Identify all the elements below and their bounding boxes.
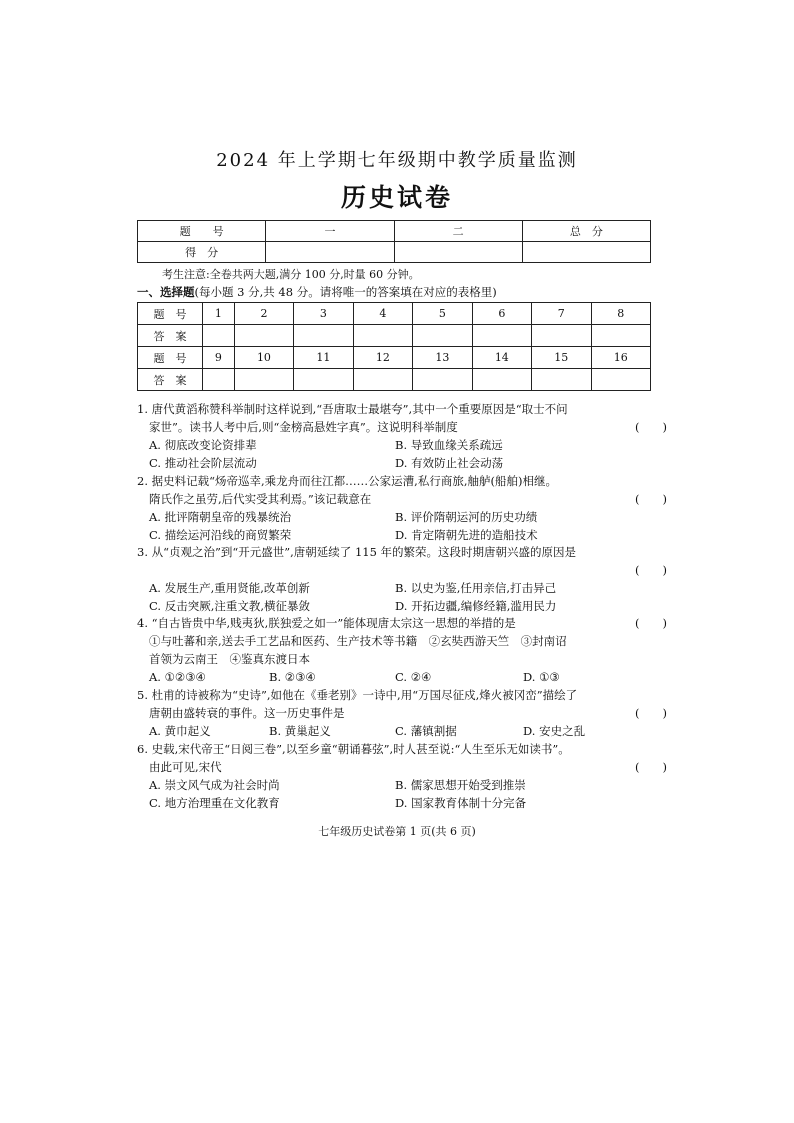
answer-number: 5 xyxy=(413,303,472,325)
answer-paren[interactable]: ( ) xyxy=(635,492,667,506)
question-2 xyxy=(137,472,667,544)
question-line: 由此可见,宋代 xyxy=(149,760,222,774)
answer-fill-row xyxy=(138,325,651,347)
answer-row-label: 题 号 xyxy=(138,347,203,369)
section-label: 一、选择题 xyxy=(137,285,195,299)
answer-cell[interactable] xyxy=(294,369,353,391)
exam-note: 考生注意:全卷共两大题,满分 100 分,时量 60 分钟。 xyxy=(162,268,420,281)
score-input-cell[interactable] xyxy=(522,242,650,263)
score-header-cell: 题 号 xyxy=(138,221,266,242)
option-d: D. 有效防止社会动荡 xyxy=(395,456,504,470)
answer-cell[interactable] xyxy=(472,369,531,391)
question-line: 2. 据史料记载“炀帝巡幸,乘龙舟而往江都……公家运漕,私行商旅,舳舻(船舶)相继。 xyxy=(137,474,557,488)
question-line-wrap xyxy=(137,490,667,508)
option-b: B. ②③④ xyxy=(269,670,316,684)
question-line: 家世”。读书人考中后,则“金榜高悬姓字真”。这说明科举制度 xyxy=(149,420,458,434)
option-d: D. 肯定隋朝先进的造船技术 xyxy=(395,528,538,542)
score-table xyxy=(137,220,651,263)
answer-number: 14 xyxy=(472,347,531,369)
answer-paren[interactable]: ( ) xyxy=(635,420,667,434)
answer-cell[interactable] xyxy=(203,325,235,347)
answer-cell[interactable] xyxy=(203,369,235,391)
answer-cell[interactable] xyxy=(294,325,353,347)
score-input-cell[interactable] xyxy=(394,242,522,263)
question-1 xyxy=(137,400,667,472)
question-line-wrap xyxy=(137,418,667,436)
options-row xyxy=(137,579,657,597)
answer-number: 6 xyxy=(472,303,531,325)
option-c: C. ②④ xyxy=(395,670,432,684)
section-heading xyxy=(137,284,497,300)
score-header-cell: 总 分 xyxy=(522,221,650,242)
answer-cell[interactable] xyxy=(413,325,472,347)
option-c: C. 地方治理重在文化教育 xyxy=(149,796,280,810)
question-line: ①与吐蕃和亲,送去手工艺品和医药、生产技术等书籍 ②玄奘西游天竺 ③封南诏 xyxy=(149,634,567,648)
answer-number: 16 xyxy=(591,347,650,369)
option-b: B. 黄巢起义 xyxy=(269,724,331,738)
answer-fill-row xyxy=(138,369,651,391)
option-c: C. 描绘运河沿线的商贸繁荣 xyxy=(149,528,292,542)
option-a: A. 批评隋朝皇帝的残暴统治 xyxy=(149,510,292,524)
option-d: D. 开拓边疆,编修经籍,滥用民力 xyxy=(395,599,557,613)
score-header-cell: 一 xyxy=(266,221,394,242)
answer-paren[interactable]: ( ) xyxy=(635,563,667,577)
question-line: 3. 从“贞观之治”到“开元盛世”,唐朝延续了 115 年的繁荣。这段时期唐朝兴盛的原因是 xyxy=(137,545,577,559)
answer-number: 7 xyxy=(532,303,591,325)
answer-paren[interactable]: ( ) xyxy=(635,760,667,774)
question-line: 5. 杜甫的诗被称为“史诗”,如他在《垂老别》一诗中,用“万国尽征戍,烽火被冈峦”描绘了 xyxy=(137,688,578,702)
question-line-wrap xyxy=(137,704,667,722)
option-d: D. 国家教育体制十分完备 xyxy=(395,796,527,810)
answer-number: 9 xyxy=(203,347,235,369)
answer-cell[interactable] xyxy=(591,369,650,391)
answer-paren[interactable]: ( ) xyxy=(635,706,667,720)
option-b: B. 以史为鉴,任用亲信,打击异己 xyxy=(395,581,557,595)
option-a: A. ①②③④ xyxy=(149,670,206,684)
option-b: B. 评价隋朝运河的历史功绩 xyxy=(395,510,538,524)
question-line: 唐朝由盛转衰的事件。这一历史事件是 xyxy=(149,706,345,720)
question-line: 6. 史载,宋代帝王“日阅三卷”,以至乡童“朝诵暮弦”,时人甚至说:“人生至乐无如读书”。 xyxy=(137,742,570,756)
answer-number-row xyxy=(138,347,651,369)
answer-paren[interactable]: ( ) xyxy=(635,616,667,630)
exam-subject: 历史试卷 xyxy=(340,183,453,212)
question-line-wrap xyxy=(137,561,667,579)
option-c: C. 藩镇割据 xyxy=(395,724,457,738)
score-header-cell: 二 xyxy=(394,221,522,242)
answer-number: 1 xyxy=(203,303,235,325)
question-line: 4. “自古皆贵中华,贱夷狄,朕独爱之如一”能体现唐太宗这一思想的举措的是 xyxy=(137,616,516,630)
answer-cell[interactable] xyxy=(234,325,293,347)
answer-number: 13 xyxy=(413,347,472,369)
question-line: 隋氏作之虽劳,后代实受其利焉。”该记载意在 xyxy=(149,492,372,506)
answer-number: 3 xyxy=(294,303,353,325)
answer-number: 15 xyxy=(532,347,591,369)
answer-cell[interactable] xyxy=(234,369,293,391)
answer-table xyxy=(137,302,651,391)
option-d: D. 安史之乱 xyxy=(523,724,586,738)
answer-number: 8 xyxy=(591,303,650,325)
option-a: A. 发展生产,重用贤能,改革创新 xyxy=(149,581,310,595)
section-desc: (每小题 3 分,共 48 分。请将唯一的答案填在对应的表格里) xyxy=(194,285,497,299)
options-row xyxy=(137,776,657,794)
question-line: 1. 唐代黄滔称赞科举制时这样说到,“吾唐取士最堪夸”,其中一个重要原因是“取士不问 xyxy=(137,402,568,416)
option-d: D. ①③ xyxy=(523,670,560,684)
page-footer: 七年级历史试卷第 1 页(共 6 页) xyxy=(318,825,476,838)
question-line-wrap xyxy=(137,758,667,776)
answer-cell[interactable] xyxy=(353,325,412,347)
answer-row-label: 答 案 xyxy=(138,325,203,347)
options-row xyxy=(137,508,657,526)
option-a: A. 彻底改变论资排辈 xyxy=(149,438,257,452)
options-row xyxy=(137,668,657,686)
question-line: 首领为云南王 ④鉴真东渡日本 xyxy=(149,652,310,666)
answer-row-label: 题 号 xyxy=(138,303,203,325)
question-5 xyxy=(137,686,667,740)
option-b: B. 儒家思想开始受到推崇 xyxy=(395,778,526,792)
answer-number: 4 xyxy=(353,303,412,325)
option-a: A. 崇文风气成为社会时尚 xyxy=(149,778,280,792)
score-input-cell[interactable] xyxy=(266,242,394,263)
option-c: C. 反击突厥,注重文教,横征暴敛 xyxy=(149,599,311,613)
answer-number-row xyxy=(138,303,651,325)
answer-cell[interactable] xyxy=(532,369,591,391)
question-3 xyxy=(137,543,667,615)
answer-row-label: 答 案 xyxy=(138,369,203,391)
options-row xyxy=(137,436,657,454)
answer-cell[interactable] xyxy=(413,369,472,391)
question-line-wrap xyxy=(137,614,667,632)
option-b: B. 导致血缘关系疏远 xyxy=(395,438,503,452)
answer-cell[interactable] xyxy=(353,369,412,391)
question-4 xyxy=(137,614,667,686)
exam-title: 2024 年上学期七年级期中教学质量监测 xyxy=(216,150,578,171)
options-row xyxy=(137,597,657,615)
answer-number: 11 xyxy=(294,347,353,369)
answer-cell[interactable] xyxy=(591,325,650,347)
options-row xyxy=(137,722,657,740)
answer-cell[interactable] xyxy=(532,325,591,347)
options-row xyxy=(137,794,657,812)
score-label-cell: 得 分 xyxy=(138,242,266,263)
answer-number: 12 xyxy=(353,347,412,369)
option-a: A. 黄巾起义 xyxy=(149,724,211,738)
options-row xyxy=(137,454,657,472)
options-row xyxy=(137,526,657,544)
answer-number: 10 xyxy=(234,347,293,369)
option-c: C. 推动社会阶层流动 xyxy=(149,456,257,470)
question-6 xyxy=(137,740,667,812)
answer-cell[interactable] xyxy=(472,325,531,347)
answer-number: 2 xyxy=(234,303,293,325)
